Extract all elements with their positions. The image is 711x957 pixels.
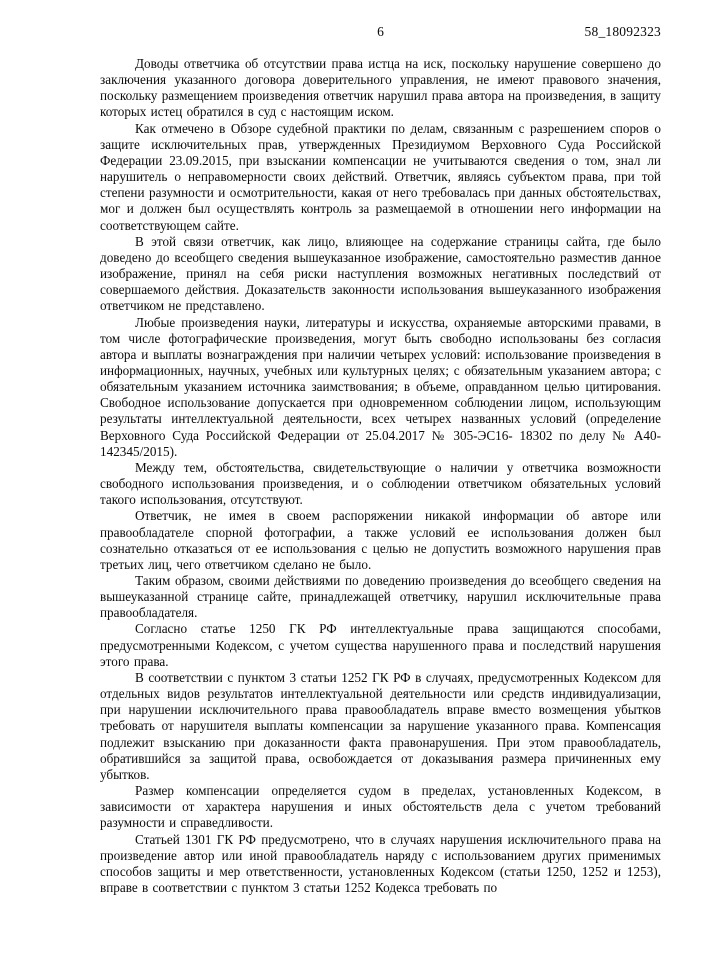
- paragraph-supreme-court-review: Как отмечено в Обзоре судебной практики по делам, связанным с разрешением споров о защите исключительных прав, утвержденных Президиумом Верховного Суда Российской Федерации 23.09.2015, при взыскании компенсации не учитываются сведения о том, знал ли нарушитель о неправомерности своих действий. Ответчик, являясь субъектом права, при той степени разумности и осмотрительности, какая от него требовалась при данных обстоятельствах, мог и должен был осуществлять контроль за размещаемой в отношении него информации на соответствующем сайте.: [100, 120, 661, 233]
- paragraph-free-use-conditions: Любые произведения науки, литературы и искусства, охраняемые авторскими правами, в том числе фотографические произведения, могут быть свободно использованы без согласия автора и выплаты вознаграждения при наличии четырех условий: использование произведения в информационных, научных, учебных или культурных целях; с обязательным указанием автора; с обязательным указанием источника заимствования; в объеме, оправданном целью цитирования. Свободное использование допускается при одновременном соблюдении лицом, использующим результаты интеллектуальной деятельности, всех четырех названных условий (определение Верховного Суда Российской Федерации от 25.04.2017 № 305-ЭС16- 18302 по делу № А40- 142345/2015).: [100, 314, 661, 459]
- case-number: 58_18092323: [584, 24, 661, 39]
- document-body: [100, 56, 661, 896]
- paragraph-defendant-no-author-info: Ответчик, не имея в своем распоряжении никакой информации об авторе или правообладателе спорной фотографии, а также условий ее использования должен был сознательно отказаться от ее использования с целью не допустить возможного нарушения прав третьих лиц, чего ответчиком сделано не было.: [100, 508, 661, 572]
- page-header: [100, 24, 661, 41]
- paragraph-article-1252: В соответствии с пунктом 3 статьи 1252 ГК РФ в случаях, предусмотренных Кодексом для отдельных видов результатов интеллектуальной деятельности или средств индивидуализации, при нарушении исключительного права правообладатель вправе вместо возмещения убытков требовать от нарушителя выплаты компенсации за нарушение указанного права. Компенсация подлежит взысканию при доказанности факта правонарушения. При этом правообладатель, обратившийся за защитой права, освобождается от доказывания размера причиненных ему убытков.: [100, 669, 661, 782]
- paragraph-violation-conclusion: Таким образом, своими действиями по доведению произведения до всеобщего сведения на вышеуказанной странице сайте, принадлежащей ответчику, нарушил исключительные права правообладателя.: [100, 573, 661, 621]
- page-number: 6: [377, 24, 384, 39]
- paragraph-arguments-rejected: Доводы ответчика об отсутствии права истца на иск, поскольку нарушение совершено до заключения указанного договора доверительного управления, не имеют правового значения, поскольку размещением произведения ответчик нарушил права автора на произведения, в защиту которых истец обратился в суд с настоящим иском.: [100, 56, 661, 120]
- paragraph-article-1250: Согласно статье 1250 ГК РФ интеллектуальные права защищаются способами, предусмотренными Кодексом, с учетом существа нарушенного права и последствий нарушения этого права.: [100, 621, 661, 669]
- paragraph-defendant-risk: В этой связи ответчик, как лицо, влияющее на содержание страницы сайта, где было доведено до всеобщего сведения вышеуказанное изображение, самостоятельно разместив данное изображение, принял на себя риски наступления возможных негативных последствий от совершаемого действия. Доказательств законности использования вышеуказанного изображения ответчиком не представлено.: [100, 233, 661, 314]
- paragraph-article-1301: Статьей 1301 ГК РФ предусмотрено, что в случаях нарушения исключительного права на произведение автор или иной правообладатель наряду с использованием других применимых способов защиты и мер ответственности, установленных Кодексом (статьи 1250, 1252 и 1253), вправе в соответствии с пунктом 3 статьи 1252 Кодекса требовать по: [100, 831, 661, 895]
- paragraph-compensation-amount: Размер компенсации определяется судом в пределах, установленных Кодексом, в зависимости от характера нарушения и иных обстоятельств дела с учетом требований разумности и справедливости.: [100, 783, 661, 831]
- paragraph-no-free-use-circumstances: Между тем, обстоятельства, свидетельствующие о наличии у ответчика возможности свободного использования произведения, и о соблюдении ответчиком обязательных условий такого использования, отсутствуют.: [100, 459, 661, 508]
